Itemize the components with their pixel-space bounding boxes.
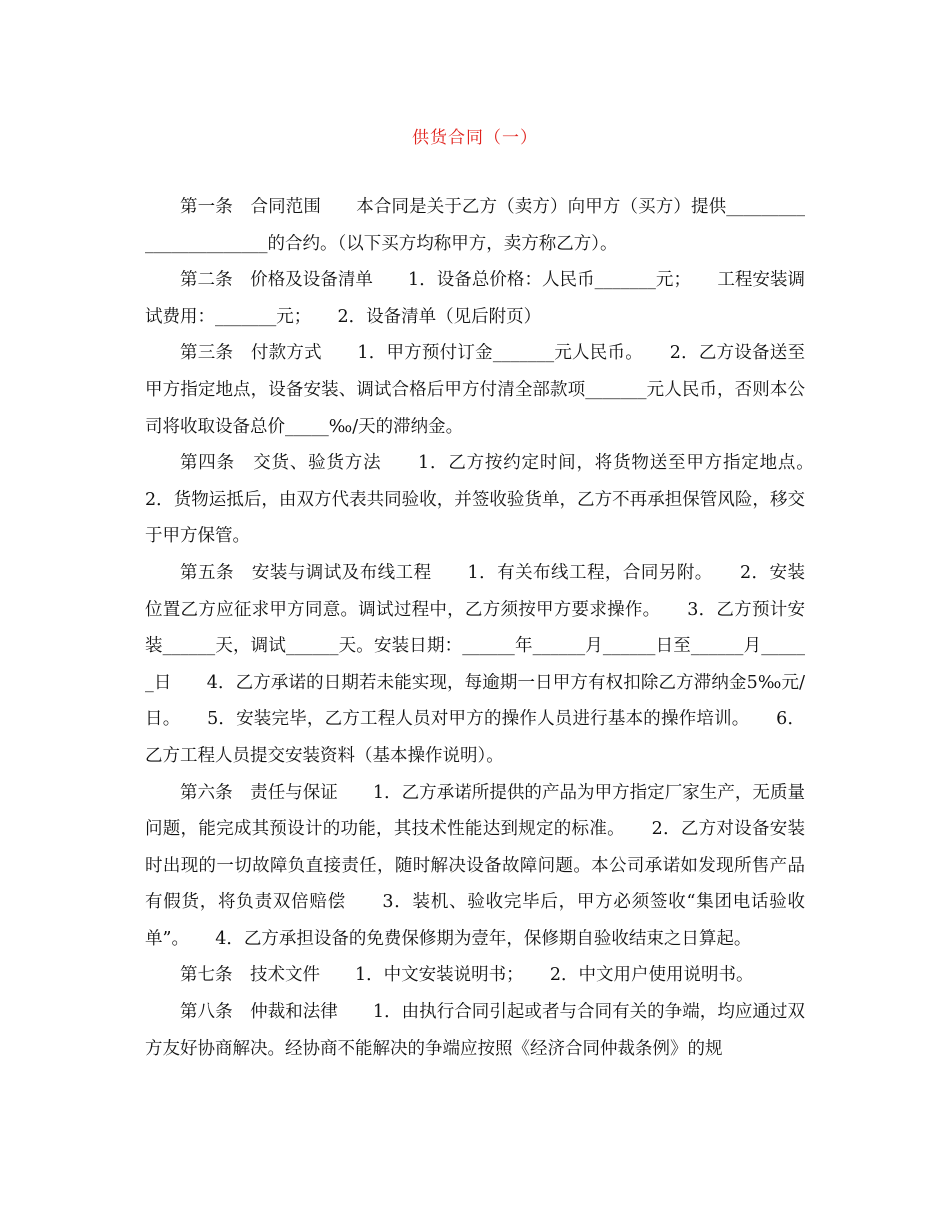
article-5-paragraph: 第五条 安装与调试及布线工程 1．有关布线工程，合同另附。 2．安装位置乙方应征求甲方同意。调试过程中，乙方须按甲方要求操作。 3．乙方预计安装______天，调试______天。安装日期：______年______月______日至______月______日 4．乙方承诺的日期若未能实现，每逾期一日甲方有权扣除乙方滞纳金5‰元/日。 5．安装完毕，乙方工程人员对甲方的操作人员进行基本的操作培训。 6．乙方工程人员提交安装资料（基本操作说明）。 bbox=[145, 562, 805, 766]
contract-body bbox=[145, 189, 840, 1067]
article-2-paragraph: 第二条 价格及设备清单 1．设备总价格：人民币_______元； 工程安装调试费用：_______元； 2．设备清单（见后附页） bbox=[145, 270, 805, 327]
article-3-paragraph: 第三条 付款方式 1．甲方预付订金_______元人民币。 2．乙方设备送至甲方指定地点，设备安装、调试合格后甲方付清全部款项_______元人民币，否则本公司将收取设备总价_____‰/天的滞纳金。 bbox=[145, 343, 805, 437]
article-6-paragraph: 第六条 责任与保证 1．乙方承诺所提供的产品为甲方指定厂家生产，无质量问题，能完成其预设计的功能，其技术性能达到规定的标准。 2．乙方对设备安装时出现的一切故障负直接责任，随时解决设备故障问题。本公司承诺如发现所售产品有假货，将负责双倍赔偿 3．装机、验收完毕后，甲方必须签收“集团电话验收单”。 4．乙方承担设备的免费保修期为壹年，保修期自验收结束之日算起。 bbox=[145, 782, 805, 949]
article-4-paragraph: 第四条 交货、验货方法 1．乙方按约定时间，将货物送至甲方指定地点。 2．货物运抵后，由双方代表共同验收，并签收验货单，乙方不再承担保管风险，移交于甲方保管。 bbox=[145, 453, 840, 547]
article-7-paragraph: 第七条 技术文件 1．中文安装说明书； 2．中文用户使用说明书。 bbox=[180, 965, 754, 986]
article-8-paragraph: 第八条 仲裁和法律 1．由执行合同引起或者与合同有关的争端，均应通过双方友好协商解决。经协商不能解决的争端应按照《经济合同仲裁条例》的规 bbox=[145, 1002, 805, 1059]
document-title: 供货合同（一） bbox=[412, 128, 538, 148]
article-1-paragraph: 第一条 合同范围 本合同是关于乙方（卖方）向甲方（买方）提供_______________________的合约。（以下买方均称甲方，卖方称乙方）。 bbox=[145, 197, 805, 254]
